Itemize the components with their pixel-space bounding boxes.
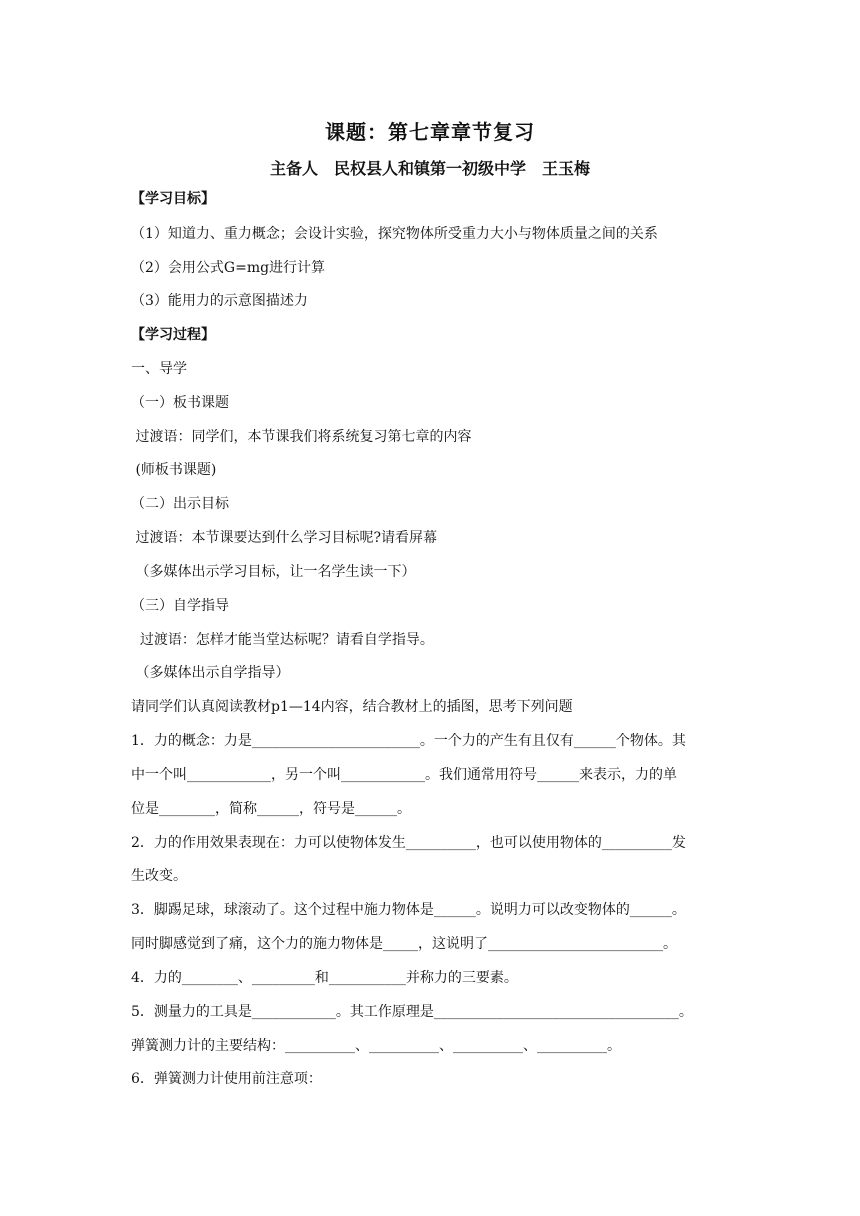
transition-text: 过渡语：本节课要达到什么学习目标呢?请看屏幕: [131, 530, 437, 546]
question-3-line-2: 同时脚感觉到了痛，这个力的施力物体是_____，这说明了_________________________。: [131, 936, 677, 952]
objective-item: （3）能用力的示意图描述力: [131, 293, 308, 309]
process-heading: 【学习过程】: [131, 327, 215, 343]
subsection-heading: （二）出示目标: [131, 496, 229, 512]
objective-item: （1）知道力、重力概念；会设计实验，探究物体所受重力大小与物体质量之间的关系: [131, 226, 658, 242]
question-4: 4．力的________、_________和___________并称力的三要素。: [131, 970, 518, 986]
document-title: 课题：第七章章节复习: [325, 120, 535, 144]
question-5: 5．测量力的工具是____________。其工作原理是___________________________________。: [131, 1004, 693, 1020]
note-text: （多媒体出示学习目标，让一名学生读一下）: [131, 564, 416, 580]
instruction-text: 请同学们认真阅读教材p1—14内容，结合教材上的插图，思考下列问题: [131, 699, 573, 715]
question-1-line-3: 位是________，简称______，符号是______。: [131, 801, 411, 817]
question-3-line-1: 3．脚踢足球，球滚动了。这个过程中施力物体是______。说明力可以改变物体的______。: [131, 902, 686, 918]
objectives-heading: 【学习目标】: [131, 191, 215, 207]
note-text: （多媒体出示自学指导）: [131, 665, 290, 681]
question-5-structure: 弹簧测力计的主要结构：__________、__________、__________、__________。: [131, 1038, 621, 1054]
subsection-heading: （三）自学指导: [131, 598, 229, 614]
question-1-line-1: 1．力的概念：力是________________________。一个力的产生有且仅有______个物体。其: [131, 733, 686, 749]
transition-text: 过渡语：同学们，本节课我们将系统复习第七章的内容: [131, 429, 472, 445]
document-subtitle: 主备人 民权县人和镇第一初级中学 王玉梅: [269, 159, 590, 178]
question-1-line-2: 中一个叫____________，另一个叫____________。我们通常用符号______来表示，力的单: [131, 767, 677, 783]
note-text: (师板书课题): [131, 462, 217, 478]
objective-item: （2）会用公式G=mg进行计算: [131, 260, 326, 276]
transition-text: 过渡语：怎样才能当堂达标呢？请看自学指导。: [131, 632, 434, 648]
section-heading: 一、导学: [131, 361, 187, 377]
question-6: 6．弹簧测力计使用前注意项：: [131, 1071, 322, 1087]
question-2-line-2: 生改变。: [131, 868, 187, 884]
question-2-line-1: 2．力的作用效果表现在：力可以使物体发生__________，也可以使用物体的__________发: [131, 835, 686, 851]
subsection-heading: （一）板书课题: [131, 395, 229, 411]
